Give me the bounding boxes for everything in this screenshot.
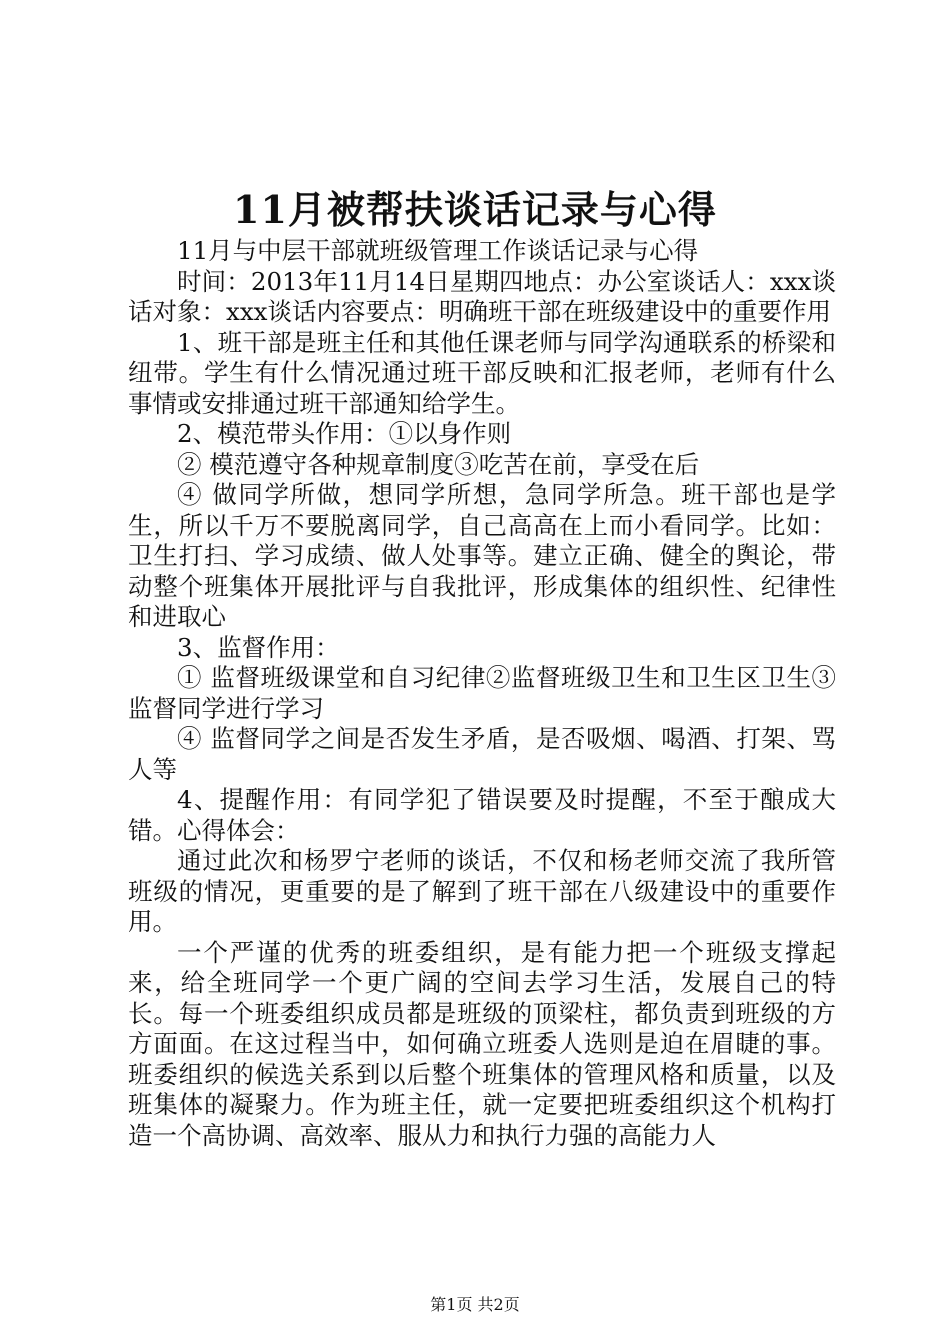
paragraph-point-3-sub-4: ④ 监督同学之间是否发生矛盾，是否吸烟、喝酒、打架、骂人等	[128, 724, 836, 784]
paragraph-meeting-info: 时间：2013年11月14日星期四地点：办公室谈话人：xxx谈话对象：xxx谈话内容要点：明确班干部在班级建设中的重要作用	[128, 266, 836, 326]
paragraph-point-4: 4、提醒作用：有同学犯了错误要及时提醒，不至于酿成大错。心得体会：	[128, 785, 836, 845]
page-footer: 第1页 共2页	[430, 1295, 520, 1314]
paragraph-reflection-2: 一个严谨的优秀的班委组织，是有能力把一个班级支撑起来，给全班同学一个更广阔的空间去学习生活，发展自己的特长。每一个班委组织成员都是班级的顶梁柱，都负责到班级的方方面面。在这过程当中，如何确立班委人选则是迫在眉睫的事。班委组织的候选关系到以后整个班集体的管理风格和质量，以及班集体的凝聚力。作为班主任，就一定要把班委组织这个机构打造一个高协调、高效率、服从力和执行力强的高能力人	[128, 937, 836, 1150]
paragraph-point-3: 3、监督作用：	[177, 632, 340, 662]
paragraph-point-3-sub-1: ① 监督班级课堂和自习纪律②监督班级卫生和卫生区卫生③监督同学进行学习	[128, 663, 836, 723]
paragraph-heading-line: 11月与中层干部就班级管理工作谈话记录与心得	[177, 236, 699, 265]
paragraph-point-1: 1、班干部是班主任和其他任课老师与同学沟通联系的桥梁和纽带。学生有什么情况通过班干部反映和汇报老师，老师有什么事情或安排通过班干部通知给学生。	[128, 327, 836, 418]
paragraph-point-2-sub-4: ④ 做同学所做，想同学所想，急同学所急。班干部也是学生，所以千万不要脱离同学，自己高高在上而小看同学。比如：卫生打扫、学习成绩、做人处事等。建立正确、健全的舆论，带动整个班集体开展批评与自我批评，形成集体的组织性、纪律性和进取心	[128, 480, 836, 631]
document-body	[128, 236, 836, 1151]
paragraph-reflection-1: 通过此次和杨罗宁老师的谈话，不仅和杨老师交流了我所管班级的情况，更重要的是了解到了班干部在八级建设中的重要作用。	[128, 846, 836, 936]
paragraph-point-2: 2、模范带头作用：①以身作则	[177, 419, 512, 448]
document-title: 11月被帮扶谈话记录与心得	[233, 187, 717, 232]
paragraph-point-2-sub-2: ② 模范遵守各种规章制度③吃苦在前，享受在后	[177, 449, 700, 479]
